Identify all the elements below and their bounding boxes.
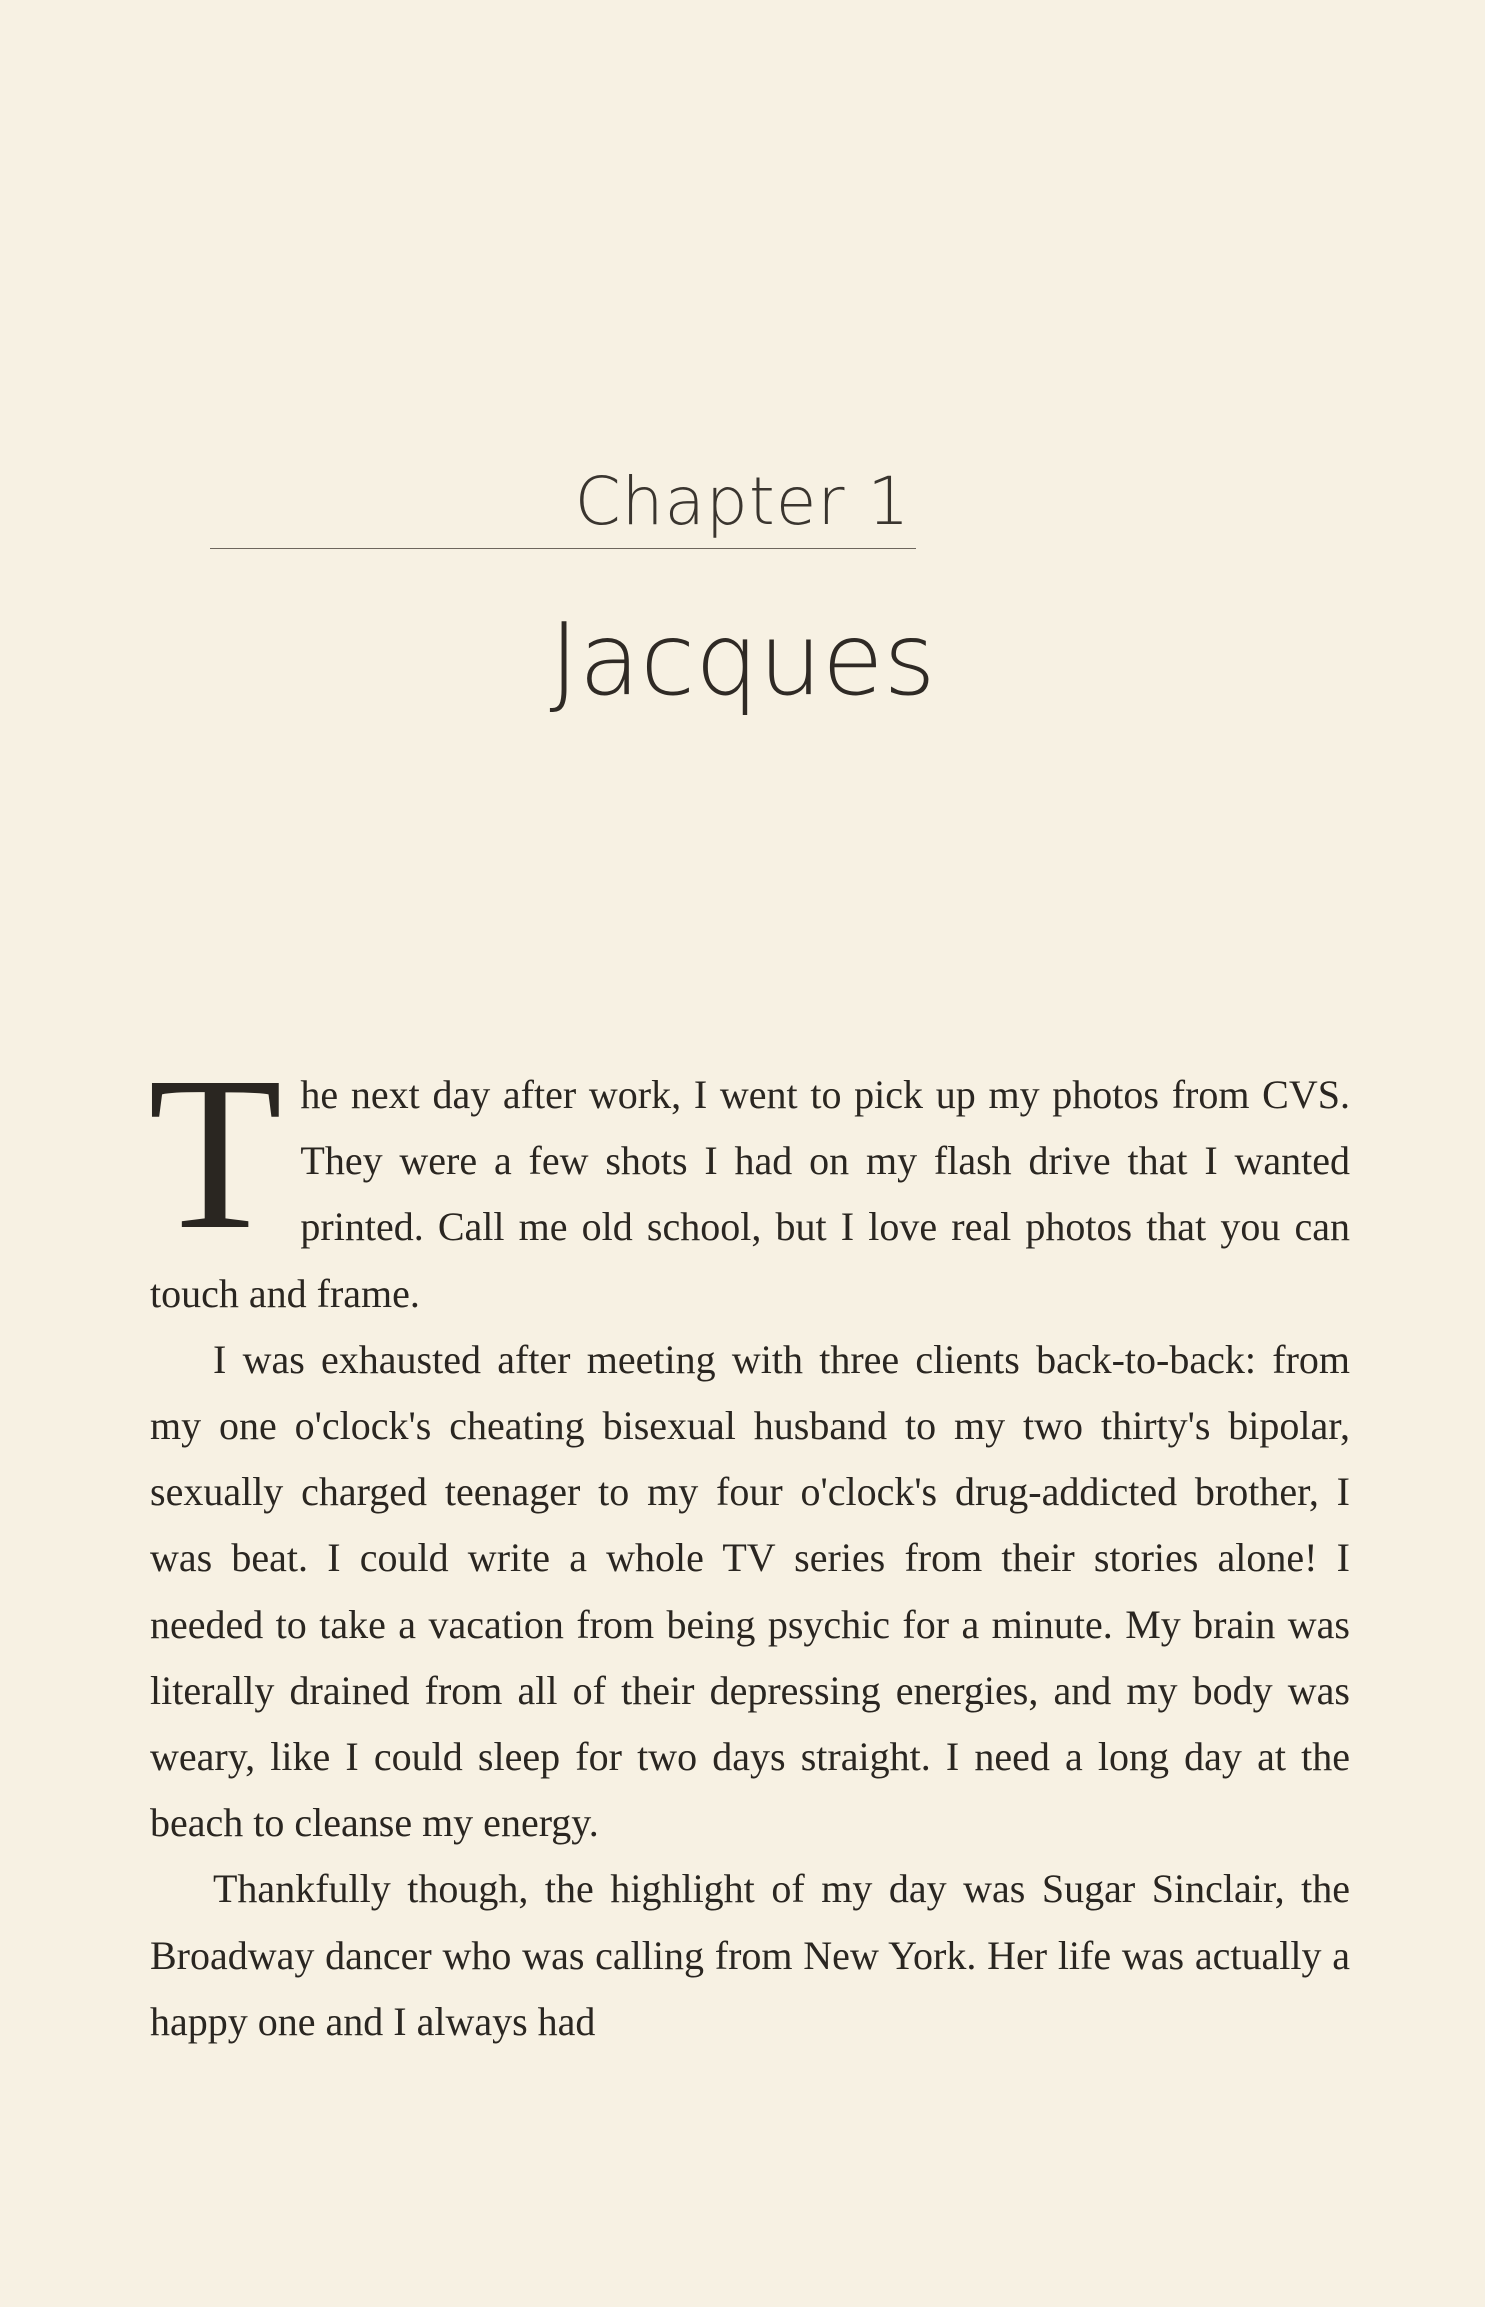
chapter-label: Chapter 1 [574,463,911,540]
paragraph-2: I was exhausted after meeting with three clients back-to-back: from my one o'clock's cheating bisexual husband to my two thirty's bipolar, sexually charged teenager to my four o'clock's drug-addicted brother, I was beat. I could write a whole TV series from their stories alone! I needed to take a vacation from being psychic for a minute. My brain was literally drained from all of their depressing energies, and my body was weary, like I could sleep for two days straight. I need a long day at the beach to cleanse my energy. [150,1336,1350,1846]
chapter-rule [210,548,916,549]
paragraph-1-text: he next day after work, I went to pick up my photos from CVS. They were a few shots I had on my flash drive that I wanted printed. Call me old school, but I love real photos that you can touch and frame. [150,1072,1350,1316]
body-text [148,1031,1350,2055]
chapter-title: Jacques [549,601,936,718]
drop-cap: T [148,1031,283,1275]
paragraph-3: Thankfully though, the highlight of my day was Sugar Sinclair, the Broadway dancer who was calling from New York. Her life was actually a happy one and I always had [150,1866,1350,2044]
paragraph-1 [148,1031,1350,1327]
